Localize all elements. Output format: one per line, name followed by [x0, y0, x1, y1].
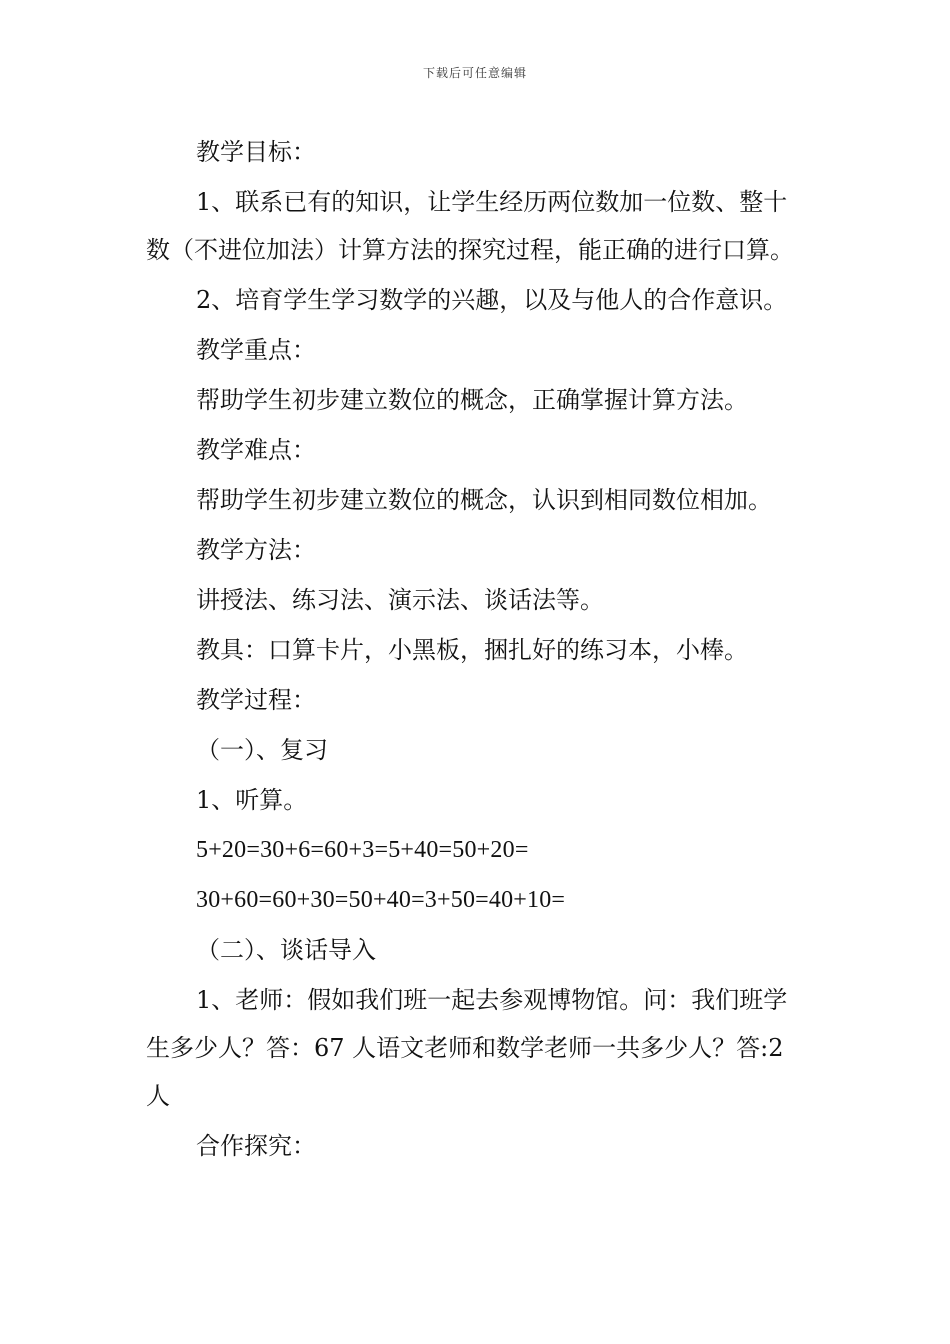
document-body	[146, 128, 810, 1172]
equation-line-1: 5+20=30+6=60+3=5+40=50+20=	[196, 837, 529, 863]
heading-teaching-goals: 教学目标：	[196, 138, 316, 166]
methods-text: 讲授法、练习法、演示法、谈话法等。	[196, 586, 604, 614]
section-review: （一）、复习	[196, 736, 328, 764]
heading-key-points: 教学重点：	[196, 336, 316, 364]
goal-item-1: 1、联系已有的知识，让学生经历两位数加一位数、整十数（不进位加法）计算方法的探究过程，能正确的进行口算。	[146, 188, 794, 264]
goal-item-2: 2、培育学生学习数学的兴趣，以及与他人的合作意识。	[196, 286, 788, 314]
equation-line-2: 30+60=60+30=50+40=3+50=40+10=	[196, 887, 566, 913]
heading-process: 教学过程：	[196, 686, 316, 714]
key-points-text: 帮助学生初步建立数位的概念，正确掌握计算方法。	[196, 386, 748, 414]
review-item-1: 1、听算。	[196, 786, 308, 814]
teaching-aids-text: 教具：口算卡片，小黑板，捆扎好的练习本，小棒。	[196, 636, 748, 664]
heading-difficulties: 教学难点：	[196, 436, 316, 464]
page-header: 下载后可任意编辑	[422, 66, 527, 80]
introduction-item-1: 1、老师：假如我们班一起去参观博物馆。问：我们班学生多少人？答：67 人语文老师和数学老师一共多少人？答:2 人	[146, 986, 788, 1110]
section-introduction: （二）、谈话导入	[196, 936, 376, 964]
difficulties-text: 帮助学生初步建立数位的概念，认识到相同数位相加。	[196, 486, 772, 514]
heading-cooperative-inquiry: 合作探究：	[196, 1132, 316, 1160]
heading-methods: 教学方法：	[196, 536, 316, 564]
